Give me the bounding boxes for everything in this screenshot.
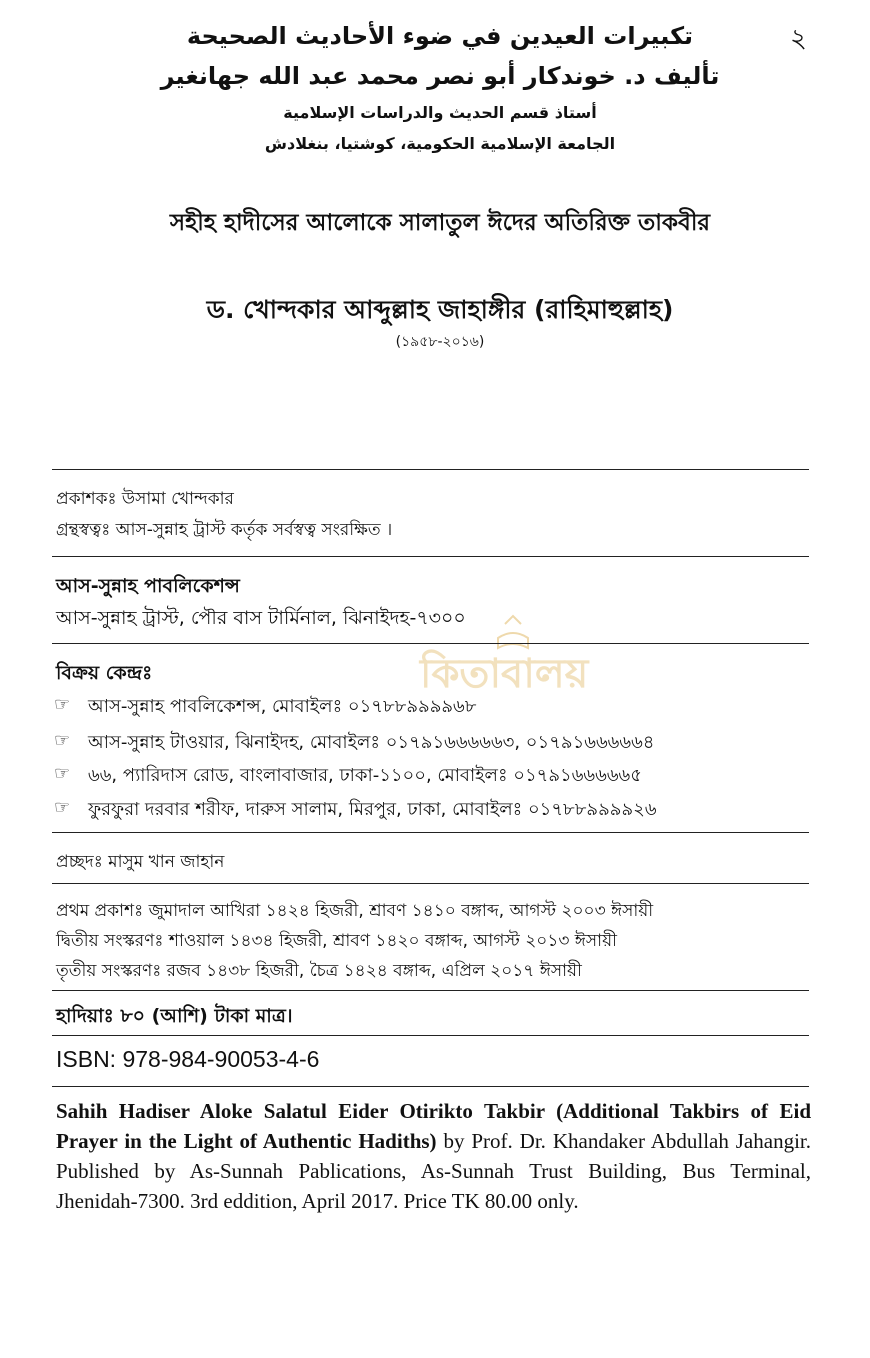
english-title: Sahih Hadiser Aloke Salatul Eider Otirikto Takbir (Additional Takbirs of Eid Prayer in the Light of Authentic Hadiths) — [56, 1099, 811, 1153]
bengali-author: ড. খোন্দকার আব্দুল্লাহ জাহাঙ্গীর (রাহিমাহুল্লাহ) — [206, 295, 674, 324]
divider — [52, 1035, 809, 1036]
pointing-hand-icon: ☞ — [54, 694, 71, 715]
pointing-hand-icon: ☞ — [54, 730, 71, 751]
edition-line: দ্বিতীয় সংস্করণঃ শাওয়াল ১৪৩৪ হিজরী, শ্রাবণ ১৪২০ বঙ্গাব্দ, আগস্ট ২০১৩ ঈসায়ী — [56, 931, 617, 951]
english-details: by Prof. Dr. Khandaker Abdullah Jahangir. Published by As-Sunnah Pablications, As-Sunnah Trust Building, Bus Terminal, Jhenidah-7300. 3rd eddition, April 2017. Price TK 80.00 only. — [56, 1129, 811, 1213]
edition-line: তৃতীয় সংস্করণঃ রজব ১৪৩৮ হিজরী, চৈত্র ১৪২৪ বঙ্গাব্দ, এপ্রিল ২০১৭ ঈসায়ী — [56, 961, 582, 981]
watermark-text: কিতাবালয় — [420, 651, 589, 697]
divider — [52, 556, 809, 557]
publication-address: আস-সুন্নাহ ট্রাস্ট, পৌর বাস টার্মিনাল, ঝিনাইদহ-৭৩০০ — [56, 607, 466, 629]
edition-line: প্রথম প্রকাশঃ জুমাদাল আখিরা ১৪২৪ হিজরী, শ্রাবণ ১৪১০ বঙ্গাব্দ, আগস্ট ২০০৩ ঈসায়ী — [56, 901, 654, 921]
copyright-line: গ্রন্থস্বত্বঃ আস-সুন্নাহ ট্রাস্ট কর্তৃক সর্বস্বত্ব সংরক্ষিত । — [56, 520, 393, 540]
divider — [52, 883, 809, 884]
divider — [52, 832, 809, 833]
pointing-hand-icon: ☞ — [54, 763, 71, 784]
publisher-line: প্রকাশকঃ উসামা খোন্দকার — [56, 489, 234, 509]
arabic-position: أستاذ قسم الحديث والدراسات الإسلامية — [283, 103, 597, 122]
sales-outlet: ফুরফুরা দরবার শরীফ, দারুস সালাম, মিরপুর, ঢাকা, মোবাইলঃ ০১৭৮৮৯৯৯৯২৬ — [88, 799, 657, 820]
divider — [52, 990, 809, 991]
author-years: (১৯৫৮-২০১৬) — [395, 334, 485, 350]
divider — [52, 1086, 809, 1087]
arabic-title: تكبيرات العيدين في ضوء الأحاديث الصحيحة — [186, 22, 694, 50]
sales-outlet: আস-সুন্নাহ টাওয়ার, ঝিনাইদহ, মোবাইলঃ ০১৭৯১৬৬৬৬৬৩, ০১৭৯১৬৬৬৬৬৪ — [88, 732, 655, 753]
english-description — [56, 1096, 811, 1216]
divider — [52, 469, 809, 470]
cover-line: প্রচ্ছদঃ মাসুম খান জাহান — [56, 852, 225, 872]
arabic-university: الجامعة الإسلامية الحكومية، كوشتيا، بنغلادش — [264, 134, 616, 153]
isbn: ISBN: 978-984-90053-4-6 — [56, 1046, 320, 1072]
price-line: হাদিয়াঃ ৮০ (আশি) টাকা মাত্র। — [56, 1005, 293, 1027]
divider — [52, 643, 809, 644]
sales-outlet: আস-সুন্নাহ পাবলিকেশন্স, মোবাইলঃ ০১৭৮৮৯৯৯৯৬৮ — [88, 696, 477, 717]
sales-heading: বিক্রয় কেন্দ্রঃ — [56, 662, 153, 684]
publication-name: আস-সুন্নাহ পাবলিকেশন্স — [56, 575, 240, 597]
sales-outlet: ৬৬, প্যারিদাস রোড, বাংলাবাজার, ঢাকা-১১০০, মোবাইলঃ ০১৭৯১৬৬৬৬৬৫ — [88, 765, 642, 786]
bengali-title: সহীহ হাদীসের আলোকে সালাতুল ঈদের অতিরিক্ত তাকবীর — [169, 210, 711, 236]
pointing-hand-icon: ☞ — [54, 797, 71, 818]
arabic-author: تأليف د. خوندكار أبو نصر محمد عبد الله جهانغير — [160, 62, 720, 90]
page-number: ২ — [790, 24, 807, 54]
